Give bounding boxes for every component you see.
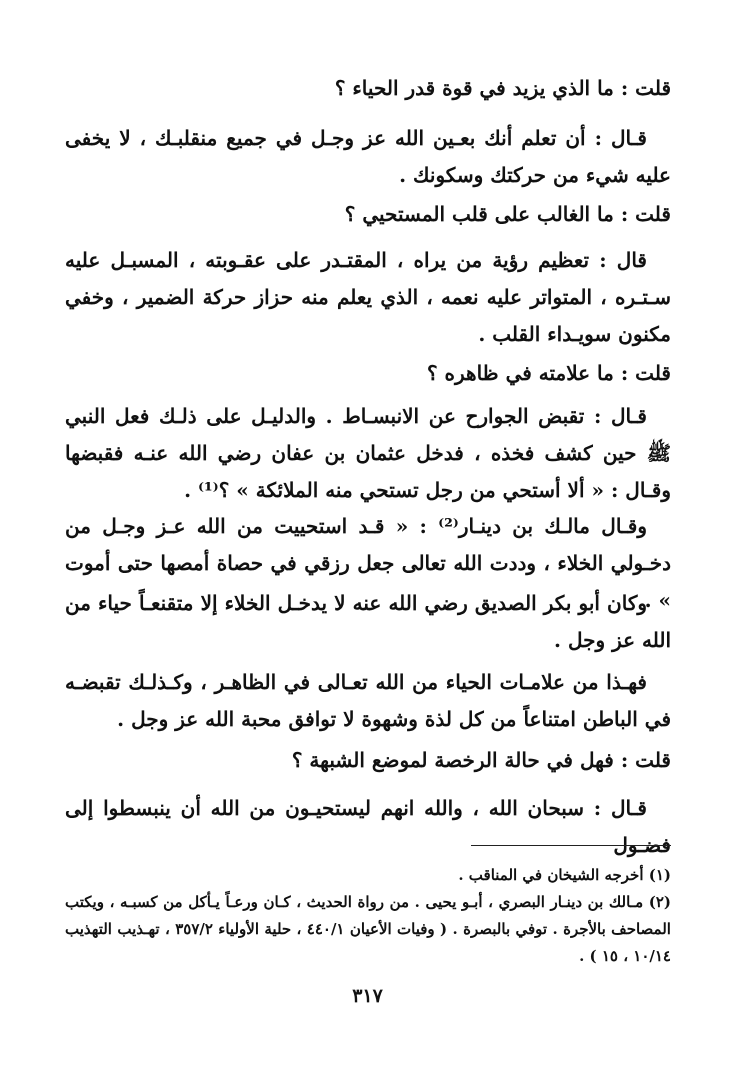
paragraph-malik-quote: وقـال مالـك بن دينـار⁽²⁾ : « قـد استحييت من الله عـز وجـل من دخـولي الخلاء ، وددت الله تعالى جعل رزقي في حصاة أمصها حتى أموت » . <box>65 514 671 612</box>
paragraph-signs: فهـذا من علامـات الحياء من الله تعـالى في الظاهـر ، وكـذلـك تقبضـه في الباطن امتناعاً من كل لذة وشهوة لا توافق محبة الله عز وجل . <box>65 670 671 731</box>
footnote-1: (١) أخرجه الشيخان في المناقب . <box>458 866 671 884</box>
page-number: ٣١٧ <box>352 985 383 1007</box>
paragraph-answer-4: قـال : سبحان الله ، والله انهم ليستحيـون من الله أن ينبسطوا إلى فضـول <box>65 796 671 857</box>
paragraph-answer-1: قـال : أن تعلم أنك بعـين الله عز وجـل في جميع منقلبـك ، لا يخفى عليه شيء من حركتك وسكونك . <box>65 126 671 187</box>
paragraph-question-1: قلت : ما الذي يزيد في قوة قدر الحياء ؟ <box>334 76 671 100</box>
footnote-2: (٢) مـالك بن دينـار البصري ، أبـو يحيى . من رواة الحديث ، كـان ورعـاً يـأكل من كسبـه ، ويكتب المصاحف بالأجرة . توفي بالبصرة . ( وفيات الأعيان ٤٤٠/١ ، حلية الأولياء ٣٥٧/٢ ، تهـذيب التهذيب ١٠/١٤ ، ١٥ ) . <box>65 893 671 965</box>
footnote-divider <box>471 845 671 846</box>
paragraph-question-3: قلت : ما علامته في ظاهره ؟ <box>426 361 671 385</box>
paragraph-abu-bakr: وكان أبو بكر الصديق رضي الله عنه لا يدخـل الخلاء إلا متقنعـاً حياء من الله عز وجل . <box>65 591 671 652</box>
paragraph-question-4: قلت : فهل في حالة الرخصة لموضع الشبهة ؟ <box>291 748 671 772</box>
paragraph-answer-3: قـال : تقبض الجوارح عن الانبسـاط . والدليـل على ذلـك فعل النبي ﷺ حين كشف فخذه ، فدخل عثمان بن عفان رضي الله عنـه فقبضها وقـال : « ألا أستحي من رجل تستحي منه الملائكة » ؟⁽¹⁾ . <box>65 404 671 502</box>
paragraph-answer-2: قال : تعظيم رؤية من يراه ، المقتـدر على عقـوبته ، المسبـل عليه سـتـره ، المتواتر عليه نعمه ، الذي يعلم منه حزاز حركة الضمير ، وخفي مكنون سويـداء القلب . <box>65 248 671 346</box>
paragraph-question-2: قلت : ما الغالب على قلب المستحيي ؟ <box>344 202 671 226</box>
